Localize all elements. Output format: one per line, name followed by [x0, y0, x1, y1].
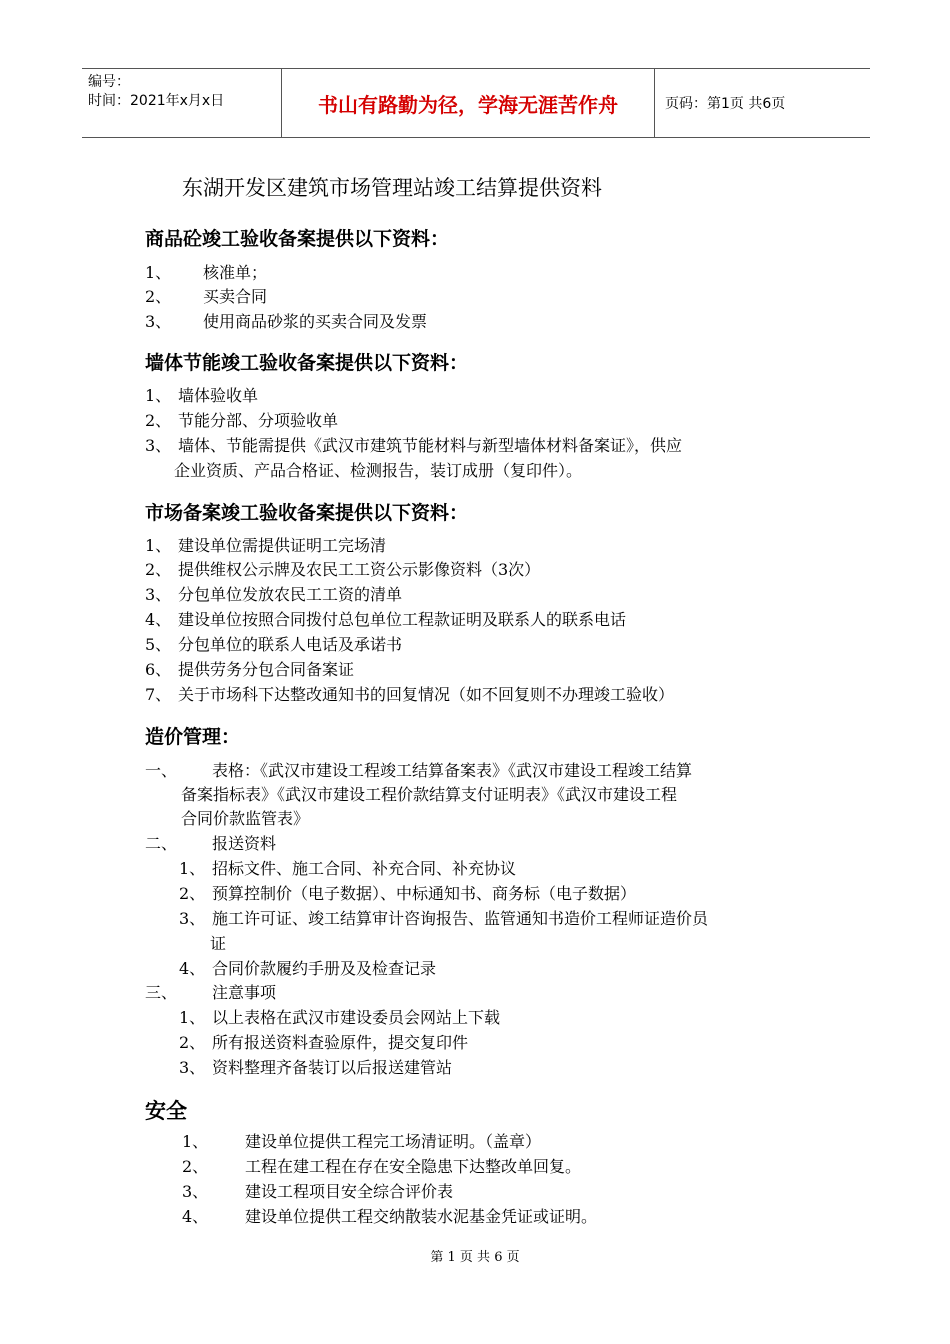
- list-item: 节能分部、分项验收单: [178, 411, 339, 430]
- list-item-continuation: 证: [210, 934, 227, 953]
- list-item: 报送资料: [212, 834, 277, 853]
- list-item: 建设单位按照合同拨付总包单位工程款证明及联系人的联系电话: [178, 610, 627, 629]
- list-number: 4、: [179, 959, 206, 978]
- list-number: 2、: [179, 884, 206, 903]
- list-item: 提供劳务分包合同备案证: [178, 660, 355, 679]
- list-item: 墙体、节能需提供《武汉市建筑节能材料与新型墙体材料备案证》，供应: [178, 436, 683, 455]
- list-number: 3、: [182, 1182, 209, 1201]
- list-item: 合同价款履约手册及及检查记录: [212, 959, 437, 978]
- list-number: 3、: [145, 312, 172, 331]
- list-item: 工程在建工程在存在安全隐患下达整改单回复。: [245, 1157, 582, 1176]
- list-number: 1、: [182, 1132, 209, 1151]
- list-item: 买卖合同: [203, 287, 268, 306]
- list-number: 5、: [145, 635, 172, 654]
- list-item: 招标文件、施工合同、补充合同、补充协议: [212, 859, 517, 878]
- list-number: 2、: [145, 560, 172, 579]
- list-item: 建设单位提供工程交纳散装水泥基金凭证或证明。: [245, 1207, 598, 1226]
- list-number: 2、: [145, 287, 172, 306]
- section-heading-safety: 安全: [145, 1099, 187, 1123]
- section-heading-cost: 造价管理：: [145, 726, 241, 748]
- list-item: 分包单位发放农民工工资的清单: [178, 585, 403, 604]
- list-number: 3、: [145, 585, 172, 604]
- list-item: 资料整理齐备装订以后报送建管站: [212, 1058, 453, 1077]
- list-number: 1、: [179, 1008, 206, 1027]
- list-number: 2、: [179, 1033, 206, 1052]
- time-label: 时间：2021年x月x日: [88, 93, 225, 109]
- list-item: 关于市场科下达整改通知书的回复情况（如不回复则不办理竣工验收）: [178, 685, 675, 704]
- list-number: 2、: [182, 1157, 209, 1176]
- page-footer: 第 1 页 共 6 页: [430, 1250, 520, 1265]
- number-label: 编号：: [88, 74, 130, 90]
- list-item: 建设单位需提供证明工完场清: [178, 536, 387, 555]
- list-number: 1、: [179, 859, 206, 878]
- list-item: 提供维权公示牌及农民工工资公示影像资料（3次）: [178, 560, 541, 579]
- list-item: 预算控制价（电子数据）、中标通知书、商务标（电子数据）: [212, 884, 637, 903]
- list-number: 二、: [145, 834, 178, 853]
- list-number: 4、: [182, 1207, 209, 1226]
- header-motto: 书山有路勤为径，学海无涯苦作舟: [282, 69, 655, 137]
- list-item: 施工许可证、竣工结算审计咨询报告、监管通知书造价工程师证造价员: [212, 909, 709, 928]
- list-item: 建设单位提供工程完工场清证明。（盖章）: [245, 1132, 542, 1151]
- list-number: 4、: [145, 610, 172, 629]
- section-heading-concrete: 商品砼竣工验收备案提供以下资料：: [145, 228, 450, 250]
- list-number: 3、: [145, 436, 172, 455]
- list-number: 一、: [145, 761, 178, 780]
- list-item: 墙体验收单: [178, 386, 259, 405]
- list-item: 核准单；: [203, 263, 268, 282]
- list-number: 3、: [179, 909, 206, 928]
- header-meta: [82, 69, 282, 137]
- list-number: 3、: [179, 1058, 206, 1077]
- document-title: 东湖开发区建筑市场管理站竣工结算提供资料: [182, 176, 602, 200]
- list-item-continuation: 备案指标表》《武汉市建设工程价款结算支付证明表》《武汉市建设工程: [181, 785, 678, 804]
- list-item: 以上表格在武汉市建设委员会网站上下载: [212, 1008, 501, 1027]
- list-number: 2、: [145, 411, 172, 430]
- list-number: 三、: [145, 983, 178, 1002]
- list-number: 1、: [145, 536, 172, 555]
- list-item-continuation: 企业资质、产品合格证、检测报告，装订成册（复印件）。: [174, 461, 583, 480]
- list-number: 1、: [145, 263, 172, 282]
- list-number: 1、: [145, 386, 172, 405]
- list-number: 7、: [145, 685, 172, 704]
- section-heading-wall: 墙体节能竣工验收备案提供以下资料：: [145, 352, 469, 374]
- list-item: 所有报送资料查验原件，提交复印件: [212, 1033, 469, 1052]
- list-number: 6、: [145, 660, 172, 679]
- page-header: [82, 68, 870, 138]
- header-page-label: 页码：第1页 共6页: [665, 96, 786, 112]
- list-item-continuation: 合同价款监管表》: [181, 809, 310, 828]
- list-item: 建设工程项目安全综合评价表: [245, 1182, 454, 1201]
- list-item: 注意事项: [212, 983, 277, 1002]
- section-heading-market: 市场备案竣工验收备案提供以下资料：: [145, 502, 469, 524]
- list-item: 表格：《武汉市建设工程竣工结算备案表》《武汉市建设工程竣工结算: [212, 761, 693, 780]
- list-item: 分包单位的联系人电话及承诺书: [178, 635, 403, 654]
- list-item: 使用商品砂浆的买卖合同及发票: [203, 312, 428, 331]
